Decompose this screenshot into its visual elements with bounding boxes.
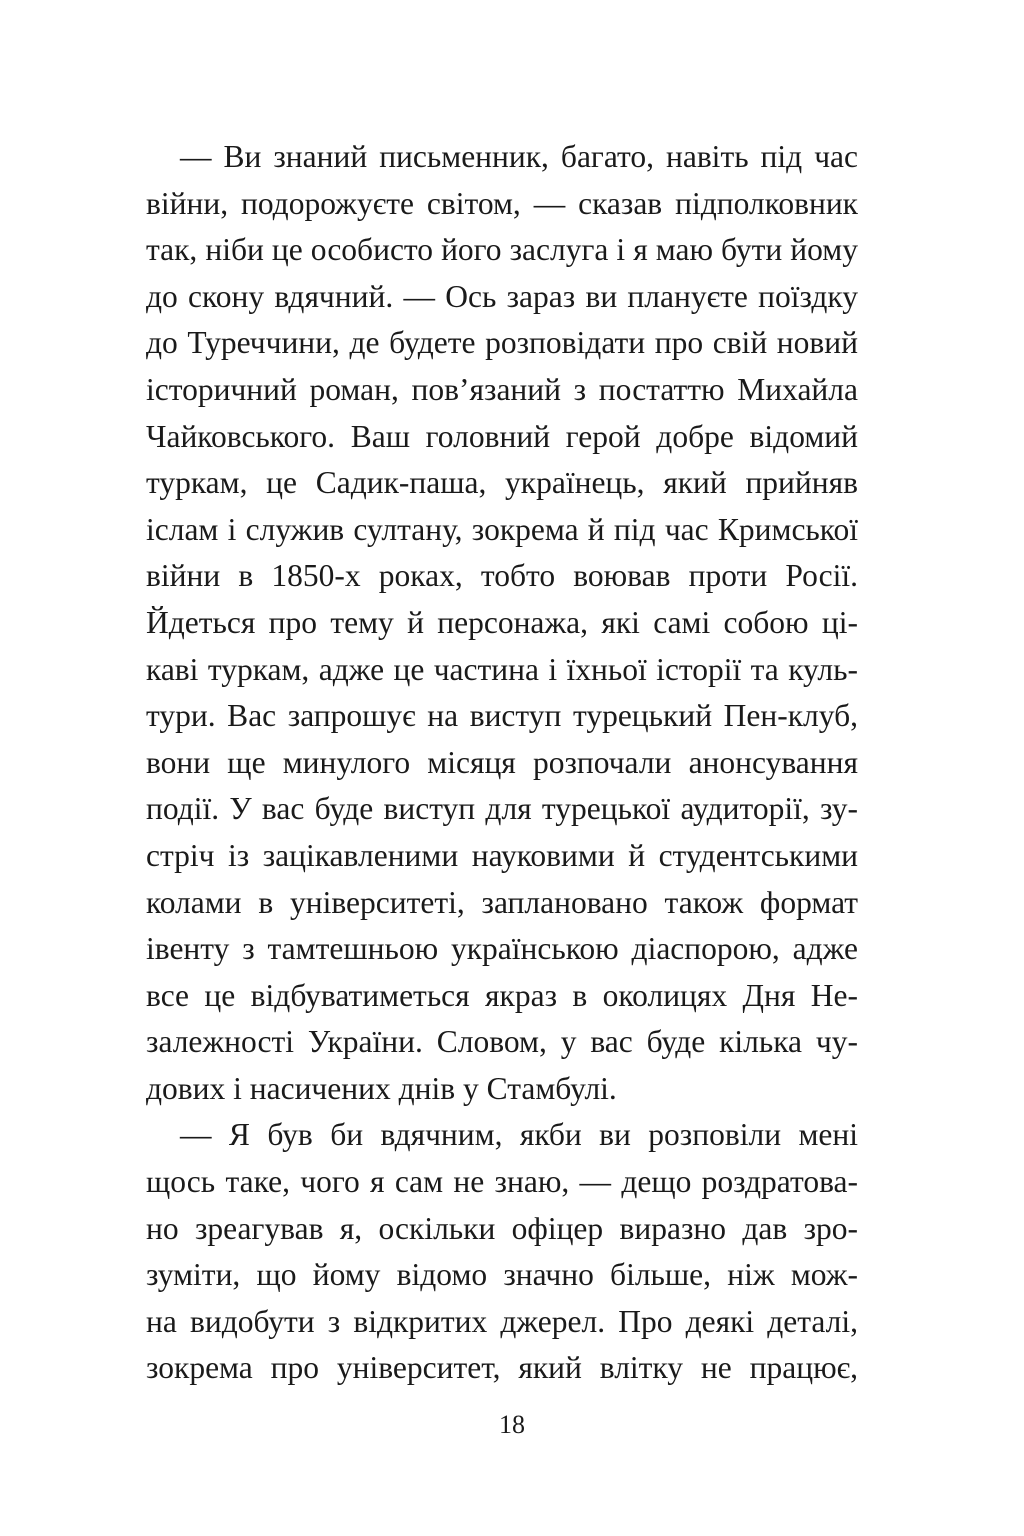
text-line: події. У вас буде виступ для турецької аудиторії, зу- <box>146 791 858 827</box>
text-line: Чайковського. Ваш головний герой добре відомий <box>146 418 858 454</box>
text-line: так, ніби це особисто його заслуга і я маю бути йому <box>146 232 858 268</box>
text-line: іслам і служив султану, зокрема й під час Кримської <box>146 511 858 547</box>
text-line: каві туркам, адже це частина і їхньої історії та куль- <box>146 651 858 687</box>
body-text <box>146 134 858 1392</box>
text-line: — Я був би вдячним, якби ви розповіли мені <box>180 1117 858 1153</box>
text-line: вони ще минулого місяця розпочали анонсування <box>146 744 858 780</box>
text-line: до скону вдячний. — Ось зараз ви плануєте поїздку <box>146 278 858 314</box>
text-line: зуміти, що йому відомо значно більше, ніж мож- <box>146 1257 858 1293</box>
page-number: 18 <box>499 1410 525 1439</box>
paragraph-1 <box>146 134 858 1112</box>
text-line: на видобути з відкритих джерел. Про деякі деталі, <box>146 1303 858 1339</box>
text-line: колами в університеті, заплановано також формат <box>146 884 858 920</box>
text-line: історичний роман, пов’язаний з постаттю Михайла <box>146 371 858 407</box>
text-line: війни, подорожуєте світом, — сказав підполковник <box>146 185 858 221</box>
text-line: Йдеться про тему й персонажа, які самі собою ці- <box>146 604 858 640</box>
text-line: залежності України. Словом, у вас буде кілька чу- <box>146 1024 858 1060</box>
text-line: івенту з тамтешньою українською діаспорою, адже <box>146 931 858 967</box>
text-line: війни в 1850-х роках, тобто воював проти Росії. <box>146 558 858 594</box>
paragraph-2 <box>146 1112 858 1392</box>
text-line: все це відбуватиметься якраз в околицях Дня Не- <box>146 977 858 1013</box>
text-line: туркам, це Садик-паша, українець, який прийняв <box>146 465 858 501</box>
text-line: но зреагував я, оскільки офіцер виразно дав зро- <box>146 1210 858 1246</box>
text-line: тури. Вас запрошує на виступ турецький Пен-клуб, <box>146 698 858 734</box>
text-line: до Туреччини, де будете розповідати про свій новий <box>146 325 858 361</box>
text-line: — Ви знаний письменник, багато, навіть під час <box>180 139 858 174</box>
text-line: зокрема про університет, який влітку не працює, <box>146 1350 858 1386</box>
text-line: дових і насичених днів у Стамбулі. <box>146 1070 617 1106</box>
text-line: щось таке, чого я сам не знаю, — дещо роздратова- <box>146 1164 858 1200</box>
text-line: стріч із зацікавленими науковими й студентськими <box>146 837 858 873</box>
